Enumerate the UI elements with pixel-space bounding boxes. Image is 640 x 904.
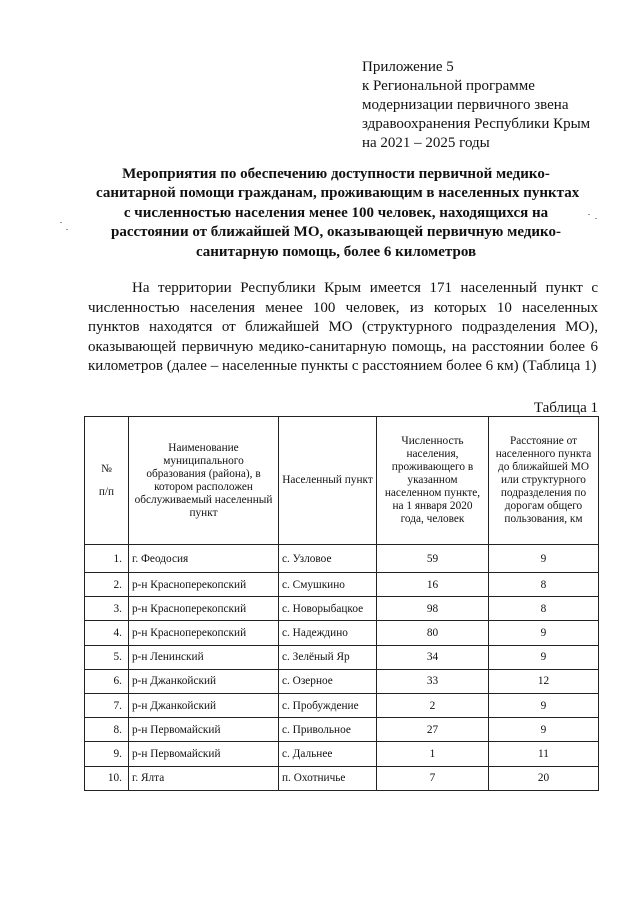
cell-settlement: с. Новорыбацкое <box>279 597 377 621</box>
table-row <box>85 766 599 790</box>
appendix-line: модернизации первичного звена <box>362 97 569 113</box>
scan-speck <box>60 222 62 223</box>
table-row <box>85 693 599 717</box>
cell-num: 1. <box>85 545 129 573</box>
cell-population: 98 <box>377 597 489 621</box>
scan-speck <box>66 229 68 230</box>
appendix-line: к Региональной программе <box>362 78 535 94</box>
appendix-line: на 2021 – 2025 годы <box>362 135 490 151</box>
header-population: Численность населения, проживающего в указанном населенном пункте, на 1 января 2020 года, человек <box>377 417 489 545</box>
cell-municipality: р-н Красноперекопский <box>129 597 279 621</box>
table-row <box>85 645 599 669</box>
settlements-table <box>84 416 599 791</box>
cell-municipality: г. Феодосия <box>129 545 279 573</box>
table-row <box>85 718 599 742</box>
cell-municipality: р-н Первомайский <box>129 718 279 742</box>
cell-population: 34 <box>377 645 489 669</box>
title-line: санитарную помощь, более 6 километров <box>195 243 477 260</box>
cell-num: 7. <box>85 693 129 717</box>
table-caption: Таблица 1 <box>533 400 598 416</box>
cell-population: 1 <box>377 742 489 766</box>
cell-num: 5. <box>85 645 129 669</box>
cell-distance: 11 <box>489 742 599 766</box>
cell-population: 59 <box>377 545 489 573</box>
table-row <box>85 597 599 621</box>
appendix-header <box>362 58 632 153</box>
cell-distance: 9 <box>489 693 599 717</box>
header-distance: Расстояние от населенного пункта до ближайшей МО или структурного подразделения по дорогам общего пользования, км <box>489 417 599 545</box>
header-number-label: п/п <box>98 485 115 498</box>
cell-settlement: с. Привольное <box>279 718 377 742</box>
cell-settlement: с. Озерное <box>279 669 377 693</box>
cell-municipality: р-н Джанкойский <box>129 693 279 717</box>
cell-population: 16 <box>377 573 489 597</box>
title-line: Мероприятия по обеспечению доступности первичной медико- <box>122 166 550 182</box>
cell-num: 6. <box>85 669 129 693</box>
cell-num: 10. <box>85 766 129 790</box>
cell-municipality: р-н Ленинский <box>129 645 279 669</box>
table-header-row <box>85 417 599 545</box>
table-row <box>85 621 599 645</box>
cell-num: 8. <box>85 718 129 742</box>
scan-speck <box>588 214 590 215</box>
table-row <box>85 545 599 573</box>
cell-settlement: с. Надеждино <box>279 621 377 645</box>
cell-municipality: г. Ялта <box>129 766 279 790</box>
cell-num: 9. <box>85 742 129 766</box>
cell-settlement: с. Пробуждение <box>279 693 377 717</box>
cell-population: 7 <box>377 766 489 790</box>
table-row <box>85 573 599 597</box>
appendix-line: здравоохранения Республики Крым <box>362 116 591 132</box>
document-title <box>96 165 580 262</box>
cell-settlement: с. Зелёный Яр <box>279 645 377 669</box>
cell-distance: 8 <box>489 597 599 621</box>
appendix-line: Приложение 5 <box>362 59 454 75</box>
cell-num: 3. <box>85 597 129 621</box>
cell-municipality: р-н Первомайский <box>129 742 279 766</box>
header-municipality: Наименование муниципального образования (района), в котором расположен обслуживаемый населенный пункт <box>129 417 279 545</box>
title-line: санитарной помощи гражданам, проживающим в населенных пунктах <box>96 185 580 202</box>
cell-population: 33 <box>377 669 489 693</box>
cell-settlement: п. Охотничье <box>279 766 377 790</box>
header-number-symbol: № <box>101 462 112 475</box>
cell-settlement: с. Узловое <box>279 545 377 573</box>
cell-settlement: с. Дальнее <box>279 742 377 766</box>
table-row <box>85 742 599 766</box>
header-settlement: Населенный пункт <box>279 417 377 545</box>
cell-num: 4. <box>85 621 129 645</box>
cell-distance: 20 <box>489 766 599 790</box>
cell-num: 2. <box>85 573 129 597</box>
cell-population: 80 <box>377 621 489 645</box>
cell-distance: 9 <box>489 621 599 645</box>
header-number <box>85 417 129 545</box>
cell-distance: 9 <box>489 545 599 573</box>
cell-population: 2 <box>377 693 489 717</box>
cell-distance: 9 <box>489 718 599 742</box>
cell-population: 27 <box>377 718 489 742</box>
cell-municipality: р-н Джанкойский <box>129 669 279 693</box>
cell-distance: 9 <box>489 645 599 669</box>
title-line: с численностью населения менее 100 человек, находящихся на <box>123 204 549 221</box>
table-row <box>85 669 599 693</box>
cell-settlement: с. Смушкино <box>279 573 377 597</box>
intro-paragraph: На территории Республики Крым имеется 171 населенный пункт с численностью населения менее 100 человек, из которых 10 населенных пунктов находятся от ближайшей МО (структурного подразделения МО), оказывающей первичную медико-санитарную помощь, на расстоянии более 6 километров (далее – населенные пункты с расстоянием более 6 км) (Таблица 1) <box>88 280 598 375</box>
scan-speck <box>595 218 597 219</box>
cell-distance: 12 <box>489 669 599 693</box>
cell-municipality: р-н Красноперекопский <box>129 573 279 597</box>
cell-distance: 8 <box>489 573 599 597</box>
title-line: расстоянии от ближайшей МО, оказывающей первичную медико- <box>111 224 561 241</box>
cell-municipality: р-н Красноперекопский <box>129 621 279 645</box>
